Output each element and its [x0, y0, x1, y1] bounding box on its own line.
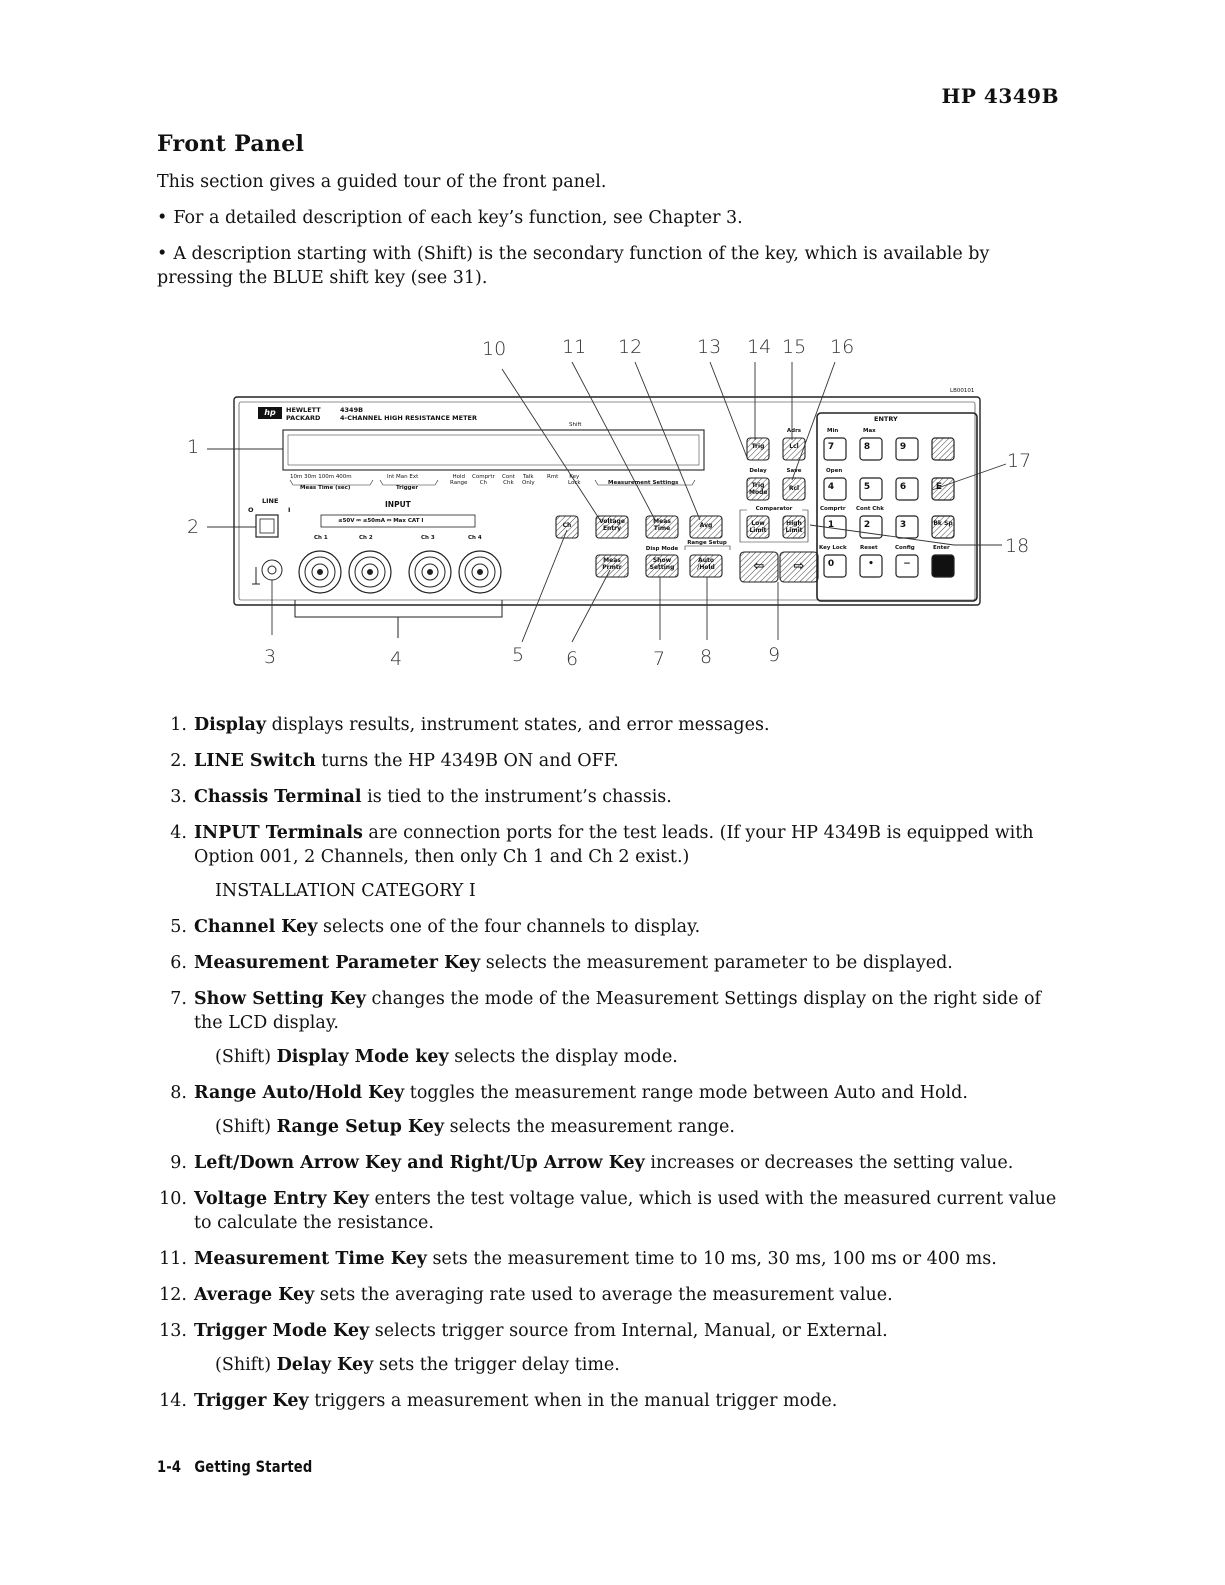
- reset-label: Reset: [860, 545, 878, 551]
- channel-3-label: Ch 3: [421, 535, 435, 541]
- low-limit-key[interactable]: Low Limit: [749, 520, 767, 534]
- digit-7-key[interactable]: 7: [827, 442, 835, 452]
- trigger-annunciator: Trigger: [396, 485, 419, 491]
- channel-2-label: Ch 2: [359, 535, 373, 541]
- meas-time-values: 10m 30m 100m 400m: [290, 474, 352, 480]
- input-title: INPUT: [385, 500, 411, 509]
- list-item: 9. Left/Down Arrow Key and Right/Up Arrow Key increases or decreases the setting value.: [170, 1153, 1014, 1173]
- lcd-display-window: [288, 435, 699, 465]
- right-up-arrow-key[interactable]: ⇨: [793, 559, 805, 574]
- lcl-key[interactable]: Lcl: [789, 443, 799, 450]
- key-lock-annunciator: Key Lock: [568, 474, 581, 486]
- digit-1-key[interactable]: 1: [827, 520, 835, 530]
- list-item: 6. Measurement Parameter Key selects the measurement parameter to be displayed.: [170, 953, 953, 973]
- trig-mode-key[interactable]: Trig Mode: [749, 482, 768, 496]
- save-label: Save: [786, 468, 802, 474]
- avg-key[interactable]: Avg: [699, 522, 713, 529]
- disp-mode-label: Disp Mode: [645, 546, 679, 552]
- list-item: 12. Average Key sets the averaging rate used to average the measurement value.: [159, 1285, 893, 1305]
- talk-only-annunciator: Talk Only: [522, 474, 535, 486]
- callout-8: 8: [700, 646, 713, 668]
- digit-4-key[interactable]: 4: [827, 482, 835, 492]
- intro-paragraph: This section gives a guided tour of the front panel.: [157, 172, 607, 192]
- meas-time-key[interactable]: Meas Time: [653, 518, 671, 532]
- show-setting-key[interactable]: Show Setting: [649, 557, 675, 571]
- key-descriptions-list: [157, 713, 1067, 1425]
- list-item: 1. Display displays results, instrument states, and error messages.: [170, 715, 770, 735]
- channel-4-label: Ch 4: [468, 535, 482, 541]
- list-item: 2. LINE Switch turns the HP 4349B ON and OFF.: [170, 751, 619, 771]
- callout-11: 11: [562, 336, 587, 358]
- hp-logo-icon: hp: [258, 407, 282, 419]
- callout-6: 6: [566, 648, 579, 670]
- meas-time-annunciator: Meas Time (sec): [300, 485, 351, 491]
- line-switch-outline: [256, 515, 278, 537]
- callout-7: 7: [653, 648, 666, 670]
- comprtr-ch-annunciator: Comprtr Ch: [472, 474, 495, 486]
- hold-range-annunciator: Hold Range: [450, 474, 468, 486]
- digit-2-key[interactable]: 2: [863, 520, 871, 530]
- callout-9: 9: [768, 644, 781, 666]
- shift-label: Shift: [569, 422, 582, 428]
- entry-title: ENTRY: [874, 415, 898, 423]
- intro-bullet-2: • A description starting with (Shift) is the secondary function of the key, which is available by: [157, 242, 1057, 266]
- comparator-label: Comparator: [755, 506, 793, 512]
- callout-18: 18: [1005, 535, 1030, 557]
- open-label: Open: [826, 468, 843, 474]
- list-subitem: INSTALLATION CATEGORY I: [215, 881, 476, 901]
- document-model-header: HP 4349B: [941, 84, 1059, 108]
- cont-chk-label: Cont Chk: [856, 506, 884, 512]
- line-on-marker: O: [248, 506, 254, 514]
- brand-name: HEWLETT PACKARD: [286, 406, 321, 422]
- delay-label: Delay: [749, 468, 767, 474]
- cont-chk-annunciator: Cont Chk: [502, 474, 515, 486]
- config-label: Config: [895, 545, 915, 551]
- intro-bullet-1: • For a detailed description of each key’s function, see Chapter 3.: [157, 206, 1057, 230]
- min-label: Min: [827, 428, 839, 434]
- rmt-annunciator: Rmt: [547, 474, 559, 480]
- enter-label: Enter: [933, 545, 950, 551]
- digit-5-key[interactable]: 5: [863, 482, 871, 492]
- auto-hold-key[interactable]: Auto /Hold: [697, 557, 715, 571]
- callout-5: 5: [512, 644, 525, 666]
- adrs-label: Adrs: [786, 428, 802, 434]
- list-item: 3. Chassis Terminal is tied to the instrument’s chassis.: [170, 787, 672, 807]
- line-off-marker: I: [288, 506, 291, 514]
- comprtr-label: Comprtr: [820, 506, 846, 512]
- bnc-connectors: [299, 551, 501, 593]
- callout-17: 17: [1007, 450, 1032, 472]
- list-item: 4. INPUT Terminals are connection ports for the test leads. (If your HP 4349B is equipped with Option 001, 2 Channels, then only Ch 1 and Ch 2 exist.): [170, 823, 1034, 867]
- left-down-arrow-key[interactable]: ⇦: [753, 559, 765, 574]
- decimal-point-key[interactable]: •: [868, 559, 874, 569]
- ch-key[interactable]: Ch: [562, 522, 572, 529]
- digit-9-key[interactable]: 9: [899, 442, 907, 452]
- list-item: 8. Range Auto/Hold Key toggles the measurement range mode between Auto and Hold.: [170, 1083, 968, 1103]
- digit-0-key[interactable]: 0: [827, 559, 835, 569]
- list-item: 11. Measurement Time Key sets the measurement time to 10 ms, 30 ms, 100 ms or 400 ms.: [159, 1249, 997, 1269]
- list-subitem: (Shift) Range Setup Key selects the measurement range.: [215, 1117, 735, 1137]
- list-item: 13. Trigger Mode Key selects trigger source from Internal, Manual, or External.: [159, 1321, 888, 1341]
- callout-13: 13: [697, 336, 722, 358]
- figure-id: LB00101: [950, 388, 975, 394]
- list-subitem: (Shift) Delay Key sets the trigger delay time.: [215, 1355, 620, 1375]
- list-item: 14. Trigger Key triggers a measurement when in the manual trigger mode.: [159, 1391, 838, 1411]
- callout-3: 3: [264, 646, 277, 668]
- digit-6-key[interactable]: 6: [899, 482, 907, 492]
- measurement-settings-annunciator: Measurement Settings: [608, 480, 679, 486]
- voltage-entry-key[interactable]: Voltage Entry: [599, 518, 625, 532]
- page-footer: [157, 1457, 312, 1476]
- front-panel-drawing: [180, 330, 1030, 690]
- page-number: 1-4: [157, 1457, 182, 1476]
- high-limit-key[interactable]: High Limit: [785, 520, 803, 534]
- channel-1-label: Ch 1: [314, 535, 328, 541]
- rcl-key[interactable]: Rcl: [788, 485, 800, 492]
- max-label: Max: [863, 428, 876, 434]
- chapter-title: Getting Started: [194, 1457, 313, 1476]
- front-panel-figure: [180, 330, 1030, 690]
- lcd-display-outline: [283, 430, 704, 470]
- minus-key[interactable]: −: [903, 559, 911, 569]
- backspace-key[interactable]: Bk Sp: [933, 520, 953, 527]
- list-item: 5. Channel Key selects one of the four channels to display.: [170, 917, 701, 937]
- list-item: 10. Voltage Entry Key enters the test voltage value, which is used with the measured current value to calculate the resistance.: [159, 1189, 1057, 1233]
- list-item: 7. Show Setting Key changes the mode of the Measurement Settings display on the right side of the LCD display.: [170, 989, 1042, 1033]
- list-subitem: (Shift) Display Mode key selects the display mode.: [215, 1047, 678, 1067]
- digit-8-key[interactable]: 8: [863, 442, 871, 452]
- digit-3-key[interactable]: 3: [899, 520, 907, 530]
- line-label: LINE: [262, 497, 279, 505]
- range-setup-label: Range Setup: [687, 540, 727, 546]
- intro-bullet-2-continued: pressing the BLUE shift key (see 31).: [157, 268, 488, 288]
- trigger-mode-values: Int Man Ext: [387, 474, 419, 480]
- callout-1: 1: [187, 436, 200, 458]
- model-label: 4349B 4-CHANNEL HIGH RESISTANCE METER: [340, 406, 477, 422]
- callout-10: 10: [482, 338, 507, 360]
- trig-key[interactable]: Trig: [751, 443, 765, 450]
- input-rating: ≤50V ⎓ ≤50mA ⎓ Max CAT I: [338, 518, 424, 524]
- meas-prmtr-key[interactable]: Meas Prmtr: [602, 557, 622, 571]
- section-title: Front Panel: [157, 131, 305, 157]
- callout-4: 4: [390, 648, 403, 670]
- callout-2: 2: [187, 516, 200, 538]
- callout-15: 15: [782, 336, 807, 358]
- callout-12: 12: [618, 336, 643, 358]
- callout-16: 16: [830, 336, 855, 358]
- callout-14: 14: [747, 336, 772, 358]
- exponent-key[interactable]: E: [935, 482, 943, 492]
- key-lock-label: Key Lock: [819, 545, 847, 551]
